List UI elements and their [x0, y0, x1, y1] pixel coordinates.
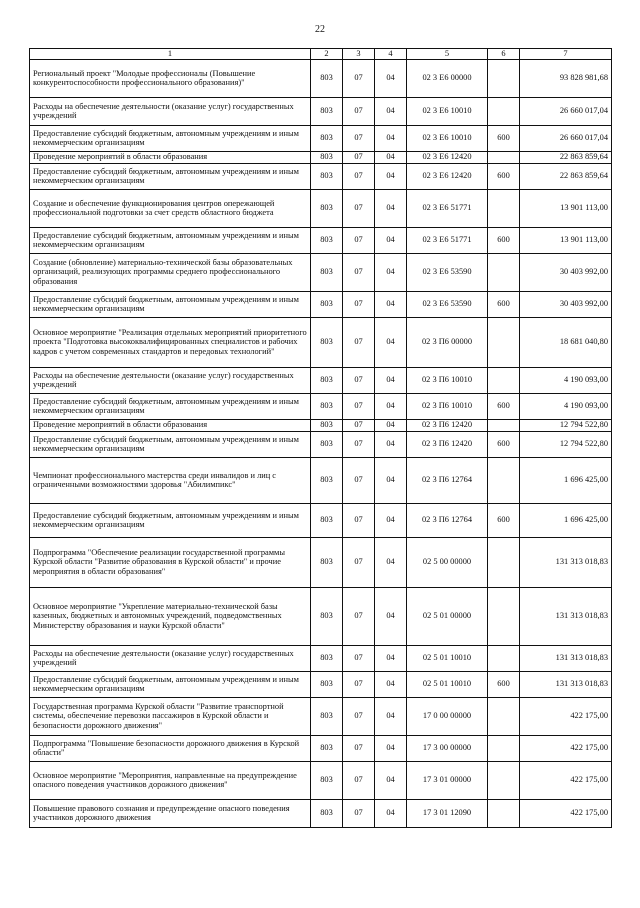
column-header-4: 4 — [375, 49, 407, 60]
table-cell-target-item: 17 0 00 00000 — [407, 697, 488, 735]
table-cell-amount: 30 403 992,00 — [520, 291, 612, 317]
table-cell-code: 803 — [311, 393, 343, 419]
table-cell-expense-type — [488, 735, 520, 761]
table-cell-amount: 131 313 018,83 — [520, 645, 612, 671]
table-cell-subsection: 04 — [375, 537, 407, 587]
table-cell-expense-type — [488, 317, 520, 367]
table-cell-code: 803 — [311, 59, 343, 97]
table-cell-section: 07 — [343, 799, 375, 827]
table-row — [30, 291, 612, 317]
table-cell-expense-type — [488, 253, 520, 291]
table-cell-subsection: 04 — [375, 125, 407, 151]
table-row — [30, 431, 612, 457]
table-cell-section: 07 — [343, 59, 375, 97]
table-cell-amount: 18 681 040,80 — [520, 317, 612, 367]
table-cell-subsection: 04 — [375, 671, 407, 697]
table-row — [30, 189, 612, 227]
table-row — [30, 799, 612, 827]
table-row — [30, 227, 612, 253]
table-cell-expense-type — [488, 59, 520, 97]
table-cell-target-item: 02 3 П6 10010 — [407, 393, 488, 419]
table-row — [30, 253, 612, 291]
table-cell-target-item: 02 3 П6 12420 — [407, 431, 488, 457]
table-cell-subsection: 04 — [375, 431, 407, 457]
table-cell-subsection: 04 — [375, 697, 407, 735]
table-cell-target-item: 02 3 E6 51771 — [407, 189, 488, 227]
table-cell-amount: 26 660 017,04 — [520, 125, 612, 151]
column-header-7: 7 — [520, 49, 612, 60]
column-header-3: 3 — [343, 49, 375, 60]
table-row — [30, 151, 612, 163]
table-cell-subsection: 04 — [375, 163, 407, 189]
table-cell-section: 07 — [343, 419, 375, 431]
table-cell-name: Предоставление субсидий бюджетным, автономным учреждениям и иным некоммерческим организациям — [30, 163, 311, 189]
table-cell-target-item: 02 3 E6 10010 — [407, 97, 488, 125]
column-header-5: 5 — [407, 49, 488, 60]
table-cell-amount: 13 901 113,00 — [520, 227, 612, 253]
table-cell-code: 803 — [311, 151, 343, 163]
table-row — [30, 457, 612, 503]
table-cell-amount: 422 175,00 — [520, 761, 612, 799]
table-cell-section: 07 — [343, 291, 375, 317]
table-row — [30, 367, 612, 393]
table-cell-target-item: 02 5 01 00000 — [407, 587, 488, 645]
table-cell-subsection: 04 — [375, 419, 407, 431]
table-cell-amount: 1 696 425,00 — [520, 503, 612, 537]
table-cell-section: 07 — [343, 151, 375, 163]
table-cell-expense-type — [488, 587, 520, 645]
table-cell-section: 07 — [343, 227, 375, 253]
table-cell-name: Предоставление субсидий бюджетным, автономным учреждениям и иным некоммерческим организациям — [30, 431, 311, 457]
table-cell-subsection: 04 — [375, 317, 407, 367]
table-cell-subsection: 04 — [375, 253, 407, 291]
table-cell-name: Основное мероприятие "Реализация отдельных мероприятий приоритетного проекта "Подготовка высококвалифицированных специалистов и рабочих кадров с учетом современных стандартов и передовых технологий" — [30, 317, 311, 367]
table-cell-target-item: 02 3 П6 00000 — [407, 317, 488, 367]
table-cell-section: 07 — [343, 697, 375, 735]
table-cell-target-item: 02 5 01 10010 — [407, 645, 488, 671]
table-row — [30, 59, 612, 97]
table-cell-target-item: 17 3 01 12090 — [407, 799, 488, 827]
table-cell-target-item: 02 5 00 00000 — [407, 537, 488, 587]
table-row — [30, 419, 612, 431]
table-cell-expense-type: 600 — [488, 393, 520, 419]
table-row — [30, 503, 612, 537]
table-row — [30, 645, 612, 671]
table-cell-amount: 131 313 018,83 — [520, 537, 612, 587]
table-cell-section: 07 — [343, 431, 375, 457]
table-cell-code: 803 — [311, 97, 343, 125]
table-cell-code: 803 — [311, 645, 343, 671]
table-cell-subsection: 04 — [375, 151, 407, 163]
table-row — [30, 97, 612, 125]
table-cell-amount: 422 175,00 — [520, 735, 612, 761]
table-cell-code: 803 — [311, 253, 343, 291]
table-cell-name: Предоставление субсидий бюджетным, автономным учреждениям и иным некоммерческим организациям — [30, 671, 311, 697]
table-cell-target-item: 02 3 E6 10010 — [407, 125, 488, 151]
table-cell-amount: 26 660 017,04 — [520, 97, 612, 125]
table-cell-code: 803 — [311, 163, 343, 189]
table-cell-code: 803 — [311, 735, 343, 761]
table-cell-section: 07 — [343, 317, 375, 367]
table-cell-expense-type — [488, 761, 520, 799]
table-cell-expense-type — [488, 189, 520, 227]
table-cell-name: Чемпионат профессионального мастерства среди инвалидов и лиц с ограниченными возможностями здоровья "Абилимпикс" — [30, 457, 311, 503]
table-cell-amount: 12 794 522,80 — [520, 431, 612, 457]
table-cell-code: 803 — [311, 189, 343, 227]
table-cell-amount: 22 863 859,64 — [520, 163, 612, 189]
table-cell-name: Расходы на обеспечение деятельности (оказание услуг) государственных учреждений — [30, 97, 311, 125]
table-cell-expense-type: 600 — [488, 503, 520, 537]
table-cell-expense-type — [488, 367, 520, 393]
table-cell-expense-type: 600 — [488, 227, 520, 253]
table-cell-name: Предоставление субсидий бюджетным, автономным учреждениям и иным некоммерческим организациям — [30, 227, 311, 253]
table-cell-code: 803 — [311, 761, 343, 799]
table-cell-name: Создание (обновление) материально-технической базы образовательных организаций, реализующих программы среднего профессионального образования — [30, 253, 311, 291]
table-cell-name: Подпрограмма "Обеспечение реализации государственной программы Курской области "Развитие образования в Курской области" и прочие мероприятия в области образования" — [30, 537, 311, 587]
table-cell-code: 803 — [311, 697, 343, 735]
table-row — [30, 537, 612, 587]
budget-table — [29, 48, 612, 828]
table-cell-section: 07 — [343, 587, 375, 645]
table-cell-subsection: 04 — [375, 799, 407, 827]
table-cell-amount: 131 313 018,83 — [520, 671, 612, 697]
table-cell-amount: 422 175,00 — [520, 697, 612, 735]
table-cell-name: Основное мероприятие "Мероприятия, направленные на предупреждение опасного поведения участников дорожного движения" — [30, 761, 311, 799]
table-cell-name: Создание и обеспечение функционирования центров опережающей профессиональной подготовки за счет средств областного бюджета — [30, 189, 311, 227]
table-cell-amount: 30 403 992,00 — [520, 253, 612, 291]
table-cell-code: 803 — [311, 431, 343, 457]
column-header-6: 6 — [488, 49, 520, 60]
table-cell-target-item: 02 3 П6 12764 — [407, 503, 488, 537]
table-cell-expense-type — [488, 457, 520, 503]
table-cell-expense-type: 600 — [488, 431, 520, 457]
table-cell-subsection: 04 — [375, 291, 407, 317]
table-row — [30, 125, 612, 151]
table-cell-name: Государственная программа Курской области "Развитие транспортной системы, обеспечение перевозки пассажиров в Курской области и безопасности дорожного движения" — [30, 697, 311, 735]
table-cell-target-item: 02 3 E6 00000 — [407, 59, 488, 97]
table-cell-subsection: 04 — [375, 645, 407, 671]
column-header-2: 2 — [311, 49, 343, 60]
table-cell-target-item: 02 3 E6 53590 — [407, 291, 488, 317]
table-cell-section: 07 — [343, 367, 375, 393]
table-cell-target-item: 17 3 01 00000 — [407, 761, 488, 799]
table-cell-section: 07 — [343, 189, 375, 227]
table-cell-target-item: 02 3 П6 12420 — [407, 419, 488, 431]
table-cell-section: 07 — [343, 253, 375, 291]
table-cell-target-item: 02 3 E6 12420 — [407, 163, 488, 189]
table-cell-expense-type — [488, 697, 520, 735]
table-cell-section: 07 — [343, 537, 375, 587]
table-cell-subsection: 04 — [375, 735, 407, 761]
table-cell-amount: 93 828 981,68 — [520, 59, 612, 97]
table-cell-amount: 4 190 093,00 — [520, 393, 612, 419]
table-cell-section: 07 — [343, 457, 375, 503]
table-cell-section: 07 — [343, 671, 375, 697]
table-cell-expense-type: 600 — [488, 163, 520, 189]
table-cell-target-item: 02 3 E6 51771 — [407, 227, 488, 253]
table-cell-name: Проведение мероприятий в области образования — [30, 151, 311, 163]
table-row — [30, 587, 612, 645]
table-cell-target-item: 02 5 01 10010 — [407, 671, 488, 697]
table-cell-expense-type: 600 — [488, 291, 520, 317]
table-cell-amount: 422 175,00 — [520, 799, 612, 827]
table-row — [30, 163, 612, 189]
table-cell-name: Региональный проект "Молодые профессионалы (Повышение конкурентоспособности профессионального образования)" — [30, 59, 311, 97]
table-cell-name: Предоставление субсидий бюджетным, автономным учреждениям и иным некоммерческим организациям — [30, 291, 311, 317]
table-cell-amount: 13 901 113,00 — [520, 189, 612, 227]
table-cell-section: 07 — [343, 761, 375, 799]
table-cell-expense-type — [488, 645, 520, 671]
table-cell-subsection: 04 — [375, 189, 407, 227]
table-cell-code: 803 — [311, 291, 343, 317]
table-cell-target-item: 02 3 E6 53590 — [407, 253, 488, 291]
table-cell-subsection: 04 — [375, 227, 407, 253]
table-cell-code: 803 — [311, 587, 343, 645]
table-cell-code: 803 — [311, 671, 343, 697]
table-cell-section: 07 — [343, 97, 375, 125]
table-cell-section: 07 — [343, 125, 375, 151]
table-cell-name: Расходы на обеспечение деятельности (оказание услуг) государственных учреждений — [30, 645, 311, 671]
table-cell-code: 803 — [311, 227, 343, 253]
table-cell-name: Повышение правового сознания и предупреждение опасного поведения участников дорожного движения — [30, 799, 311, 827]
table-cell-section: 07 — [343, 163, 375, 189]
table-cell-amount: 131 313 018,83 — [520, 587, 612, 645]
table-cell-expense-type — [488, 799, 520, 827]
table-cell-subsection: 04 — [375, 761, 407, 799]
table-cell-name: Предоставление субсидий бюджетным, автономным учреждениям и иным некоммерческим организациям — [30, 125, 311, 151]
table-cell-target-item: 02 3 П6 12764 — [407, 457, 488, 503]
table-cell-code: 803 — [311, 537, 343, 587]
table-cell-subsection: 04 — [375, 503, 407, 537]
table-cell-expense-type: 600 — [488, 671, 520, 697]
table-cell-section: 07 — [343, 735, 375, 761]
table-cell-expense-type — [488, 97, 520, 125]
table-cell-name: Основное мероприятие "Укрепление материально-технической базы казенных, бюджетных и автономных учреждений, подведомственных Министерству образования и науки Курской области" — [30, 587, 311, 645]
table-cell-subsection: 04 — [375, 97, 407, 125]
table-row — [30, 317, 612, 367]
table-row — [30, 393, 612, 419]
table-cell-amount: 1 696 425,00 — [520, 457, 612, 503]
table-cell-amount: 22 863 859,64 — [520, 151, 612, 163]
table-cell-name: Расходы на обеспечение деятельности (оказание услуг) государственных учреждений — [30, 367, 311, 393]
page-number: 22 — [315, 24, 325, 35]
table-cell-code: 803 — [311, 503, 343, 537]
table-header-row — [30, 49, 612, 60]
table-cell-target-item: 02 3 П6 10010 — [407, 367, 488, 393]
table-row — [30, 671, 612, 697]
table-cell-name: Предоставление субсидий бюджетным, автономным учреждениям и иным некоммерческим организациям — [30, 393, 311, 419]
table-cell-code: 803 — [311, 125, 343, 151]
table-cell-section: 07 — [343, 645, 375, 671]
table-cell-expense-type — [488, 537, 520, 587]
table-cell-expense-type: 600 — [488, 125, 520, 151]
table-cell-amount: 12 794 522,80 — [520, 419, 612, 431]
table-cell-code: 803 — [311, 799, 343, 827]
table-row — [30, 761, 612, 799]
table-cell-code: 803 — [311, 317, 343, 367]
table-cell-target-item: 02 3 E6 12420 — [407, 151, 488, 163]
table-cell-name: Проведение мероприятий в области образования — [30, 419, 311, 431]
table-cell-expense-type — [488, 151, 520, 163]
table-row — [30, 735, 612, 761]
table-cell-section: 07 — [343, 503, 375, 537]
table-cell-section: 07 — [343, 393, 375, 419]
table-cell-name: Подпрограмма "Повышение безопасности дорожного движения в Курской области" — [30, 735, 311, 761]
table-cell-expense-type — [488, 419, 520, 431]
table-cell-subsection: 04 — [375, 587, 407, 645]
column-header-1: 1 — [30, 49, 311, 60]
table-body — [30, 59, 612, 827]
table-cell-amount: 4 190 093,00 — [520, 367, 612, 393]
table-cell-subsection: 04 — [375, 393, 407, 419]
table-cell-name: Предоставление субсидий бюджетным, автономным учреждениям и иным некоммерческим организациям — [30, 503, 311, 537]
table-cell-subsection: 04 — [375, 367, 407, 393]
table-cell-code: 803 — [311, 367, 343, 393]
table-cell-subsection: 04 — [375, 457, 407, 503]
table-cell-subsection: 04 — [375, 59, 407, 97]
table-row — [30, 697, 612, 735]
table-cell-target-item: 17 3 00 00000 — [407, 735, 488, 761]
table-cell-code: 803 — [311, 419, 343, 431]
table-cell-code: 803 — [311, 457, 343, 503]
